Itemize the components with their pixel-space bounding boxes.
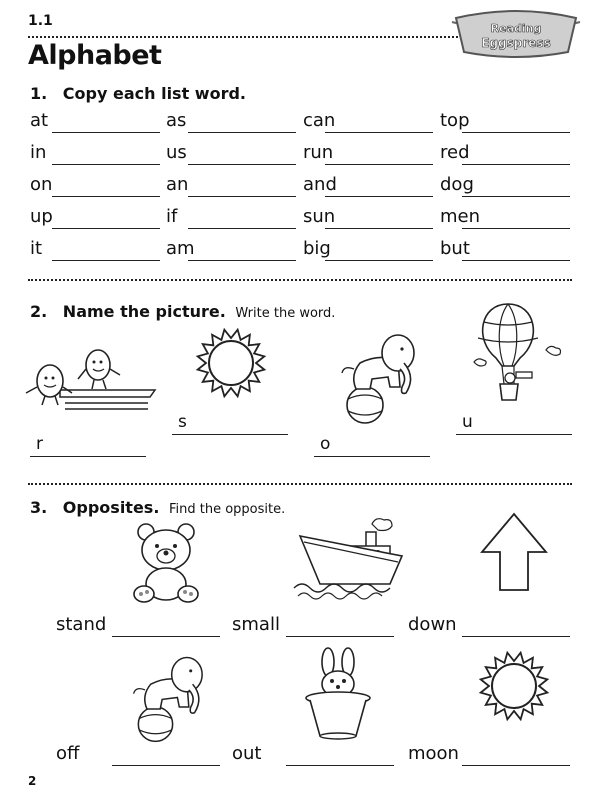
opposite-word: down (408, 614, 457, 635)
copy-word-line[interactable] (462, 164, 570, 165)
list-word: it (30, 238, 43, 259)
list-word: us (166, 142, 187, 163)
section3-sub-instruction: Find the opposite. (168, 502, 286, 517)
logo-word-1: Reading (490, 22, 542, 35)
copy-word-line[interactable] (325, 164, 433, 165)
list-word: am (166, 238, 195, 259)
section-divider-1 (28, 279, 572, 281)
list-word: up (30, 206, 53, 227)
list-word: an (166, 174, 189, 195)
copy-word-line[interactable] (188, 132, 296, 133)
list-word: sun (303, 206, 336, 227)
picture-word-line[interactable] (314, 456, 430, 457)
opposite-answer-line[interactable] (112, 636, 220, 637)
opposite-word: out (232, 743, 262, 764)
picture-word-line[interactable] (456, 434, 572, 435)
list-word: big (303, 238, 331, 259)
list-word: in (30, 142, 47, 163)
header-dotted-rule (28, 36, 458, 38)
copy-word-line[interactable] (325, 228, 433, 229)
list-word: can (303, 110, 336, 131)
list-word: and (303, 174, 337, 195)
section1-heading (30, 84, 246, 103)
list-word: on (30, 174, 53, 195)
start-letter: s (178, 412, 187, 432)
opposite-word: small (232, 614, 280, 635)
copy-word-line[interactable] (325, 260, 433, 261)
elephant-on-ball-icon-2 (110, 648, 220, 748)
section1-instruction: Copy each list word. (62, 84, 246, 103)
list-word: top (440, 110, 470, 131)
logo-word-2: Eggspress (481, 36, 551, 50)
section2-heading (30, 302, 335, 321)
copy-word-line[interactable] (325, 196, 433, 197)
opposite-answer-line[interactable] (462, 636, 570, 637)
copy-word-line[interactable] (462, 228, 570, 229)
page-number: 2 (28, 774, 37, 788)
copy-word-line[interactable] (325, 132, 433, 133)
arrow-up-icon (478, 510, 550, 594)
list-word: as (166, 110, 187, 131)
ship-icon (290, 510, 410, 602)
section2-sub-instruction: Write the word. (235, 306, 336, 321)
list-word: if (166, 206, 178, 227)
copy-word-line[interactable] (462, 132, 570, 133)
start-letter: r (36, 434, 43, 454)
copy-word-line[interactable] (52, 260, 160, 261)
section3-heading (30, 498, 285, 517)
copy-word-line[interactable] (188, 228, 296, 229)
page-title: Alphabet (28, 40, 162, 71)
copy-word-line[interactable] (52, 228, 160, 229)
copy-word-line[interactable] (462, 260, 570, 261)
eggs-on-wall-icon (20, 345, 160, 425)
section3-number: 3. (30, 498, 48, 517)
section2-instruction: Name the picture. (62, 302, 226, 321)
teddy-bear-icon (128, 522, 208, 610)
sun-icon (193, 325, 269, 401)
rabbit-in-hat-icon (298, 648, 378, 740)
list-word: at (30, 110, 49, 131)
sun-icon-2 (476, 648, 552, 724)
section3-instruction: Opposites. (62, 498, 160, 517)
opposite-answer-line[interactable] (286, 636, 394, 637)
copy-word-line[interactable] (52, 164, 160, 165)
list-word: run (303, 142, 334, 163)
list-word: red (440, 142, 470, 163)
section-divider-2 (28, 483, 572, 485)
section-number: 1.1 (28, 13, 53, 29)
copy-word-line[interactable] (188, 164, 296, 165)
opposite-word: off (56, 743, 80, 764)
elephant-on-ball-icon (320, 325, 430, 430)
copy-word-line[interactable] (462, 196, 570, 197)
list-word: men (440, 206, 481, 227)
list-word: but (440, 238, 470, 259)
start-letter: o (320, 434, 331, 454)
picture-word-line[interactable] (172, 434, 288, 435)
hot-air-balloon-icon (470, 300, 565, 410)
copy-word-line[interactable] (52, 132, 160, 133)
reading-eggspress-logo (448, 8, 584, 60)
picture-word-line[interactable] (30, 456, 146, 457)
opposite-answer-line[interactable] (286, 765, 394, 766)
section2-number: 2. (30, 302, 48, 321)
copy-word-line[interactable] (188, 260, 296, 261)
start-letter: u (462, 412, 473, 432)
opposite-answer-line[interactable] (112, 765, 220, 766)
copy-word-line[interactable] (52, 196, 160, 197)
copy-word-line[interactable] (188, 196, 296, 197)
list-word: dog (440, 174, 474, 195)
opposite-word: stand (56, 614, 107, 635)
section1-number: 1. (30, 84, 48, 103)
opposite-answer-line[interactable] (462, 765, 570, 766)
opposite-word: moon (408, 743, 459, 764)
